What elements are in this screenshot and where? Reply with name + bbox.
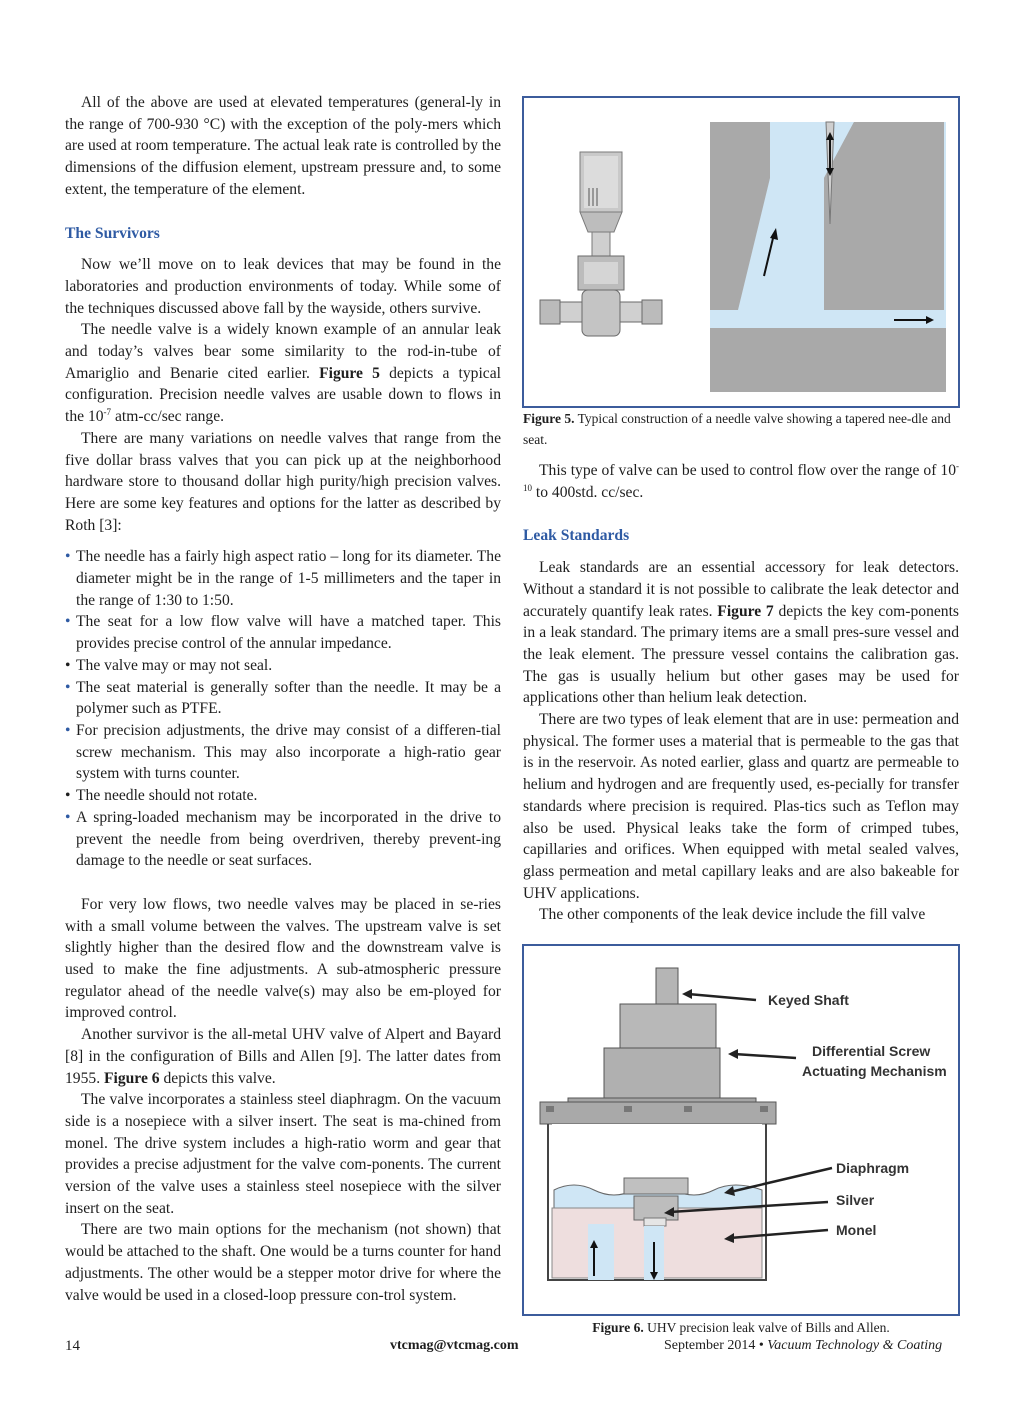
list-item: • The needle has a fairly high aspect ratio – long for its diameter. The diameter might be in the range of 1-5 millimeters and the taper in the range of 1:30 to 1:50.: [65, 548, 501, 609]
label-silver: Silver: [836, 1192, 875, 1208]
para-variations: There are many variations on needle valves that range from the five dollar brass valves that you can pick up at the neighborhood hardware store to thousand dollar high purity/high precision valves. Here are some key features and options for the latter as described by Roth [3]:: [65, 429, 501, 534]
para-survivors-1: Now we’ll move on to leak devices that may be found in the laboratories and production environments of today. While some of the techniques discussed above fall by the wayside, others survive.: [65, 256, 501, 317]
figure-6: [522, 944, 960, 1316]
figure-5-caption: Figure 5. Typical construction of a needle valve showing a tapered nee-dle and seat.: [523, 411, 951, 447]
list-item: • The needle should not rotate.: [65, 787, 258, 805]
features-list: [65, 546, 501, 872]
para-other-components: The other components of the leak device include the fill valve: [539, 906, 926, 924]
uhv-valve-drawing: [540, 968, 776, 1280]
figure-7-ref[interactable]: Figure 7: [717, 602, 774, 620]
para-low-flows: For very low flows, two needle valves may be placed in se-ries with a small volume between the valves. The upstream valve is set slightly higher than the desired flow and the downstream valve is used to make the fine adjustments. A sub-atmospheric pressure regulator ahead of the needle valve(s) may also be em-ployed for improved control.: [65, 895, 501, 1022]
list-item: • The seat material is generally softer than the needle. It may be a polymer such as PTFE.: [65, 678, 501, 718]
left-column: [65, 92, 501, 1306]
page-number: 14: [65, 1338, 80, 1354]
figure-5-ref[interactable]: Figure 5: [319, 364, 380, 382]
label-diaphragm: Diaphragm: [836, 1160, 910, 1176]
label-differential-screw: Differential Screw: [812, 1043, 931, 1059]
footer-publication: September 2014 • Vacuum Technology & Coating: [664, 1338, 943, 1353]
figure-6-ref[interactable]: Figure 6: [103, 1069, 160, 1087]
right-column: [523, 460, 959, 926]
label-actuating-mechanism: Actuating Mechanism: [802, 1063, 947, 1079]
uhv-valve-diagram: [524, 946, 958, 1314]
list-item: • The seat for a low flow valve will have a matched taper. This provides precise control of the annular impedance.: [65, 613, 501, 653]
para-uhv-valve: Another survivor is the all-metal UHV valve of Alpert and Bayard [8] in the configuration of Bills and Allen [9]. The latter dates from 1955. Figure 6 depicts this valve.: [65, 1026, 501, 1087]
needle-valve-photo: [540, 152, 662, 336]
list-item: • A spring-loaded mechanism may be incorporated in the drive to prevent the needle from being overdriven, thereby prevent-ing damage to the needle or seat surfaces.: [65, 808, 501, 870]
list-item: • The valve may or may not seal.: [65, 656, 273, 674]
para-options: There are two main options for the mechanism (not shown) that would be attached to the shaft. One would be a turns counter for hand adjustments. The other would be a stepper motor drive for where the valve would be used in a closed-loop pressure con-trol system.: [65, 1221, 501, 1304]
figure-5: [522, 96, 960, 408]
para-range: This type of valve can be used to control flow over the range of $10^{-10}$ to 400std. cc/sec.: [523, 460, 959, 501]
para-leak-types: There are two types of leak element that are in use: permeation and physical. The former uses a material that is permeable to the gas that is in the reservoir. As noted earlier, glass and quartz are permeable to helium and hydrogen and are frequently used, es-pecially for transfer standards where precision is required. Plas-tics such as Teflon may also be used. Physical leaks take the form of crimped tubes, capillaries and orifices. When equipped with metal sealed valves, glass permeation and metal capillary leaks and are also bakeable for UHV applications.: [523, 711, 959, 902]
para-intro: All of the above are used at elevated temperatures (general-ly in the range of 700-930 °C) with the exception of the poly-mers which are used at room temperature. The actual leak rate is controlled by the dimensions of the diffusion element, upstream pressure and, to some extent, the temperature of the element.: [65, 94, 501, 198]
valve-cross-section: [710, 122, 946, 392]
para-leak-standards: Leak standards are an essential accessory for leak detectors. Without a standard it is not possible to calibrate the leak detector and accurately quantify leak rates. Figure 7 depicts the key com-ponents in a leak standard. The primary items are a small pres-sure vessel and the leak element. The pressure vessel contains the calibration gas. The gas is usually helium but other gases may be used for applications other than helium leak detection.: [523, 559, 959, 707]
label-keyed-shaft: Keyed Shaft: [768, 992, 849, 1008]
footer-email[interactable]: vtcmag@vtcmag.com: [390, 1338, 519, 1353]
label-monel: Monel: [836, 1222, 877, 1238]
needle-valve-diagram: [524, 98, 958, 406]
heading-survivors: The Survivors: [65, 224, 160, 242]
figure-6-caption: Figure 6. UHV precision leak valve of Bills and Allen.: [592, 1320, 890, 1335]
para-needle-valve: The needle valve is a widely known example of an annular leak and today’s valves bear some similarity to the rod-in-tube of Amariglio and Benarie cited earlier. Figure 5 depicts a typical configuration. Precision needle valves are usable down to flows in the $10^{-7}$ atm-cc/sec range.: [65, 321, 501, 426]
heading-leak-standards: Leak Standards: [523, 527, 630, 545]
para-diaphragm: The valve incorporates a stainless steel diaphragm. On the vacuum side is a nosepiece with a silver insert. The seat is ma-chined from monel. The drive system includes a high-ratio worm and gear that provides a precise adjustment for the valve com-ponents. The current version of the valve uses a stainless steel nosepiece with the silver insert on the seat.: [65, 1091, 501, 1217]
list-item: • For precision adjustments, the drive may consist of a differen-tial screw mechanism. This may also incorporate a high-ratio gear system with turns counter.: [65, 721, 501, 783]
